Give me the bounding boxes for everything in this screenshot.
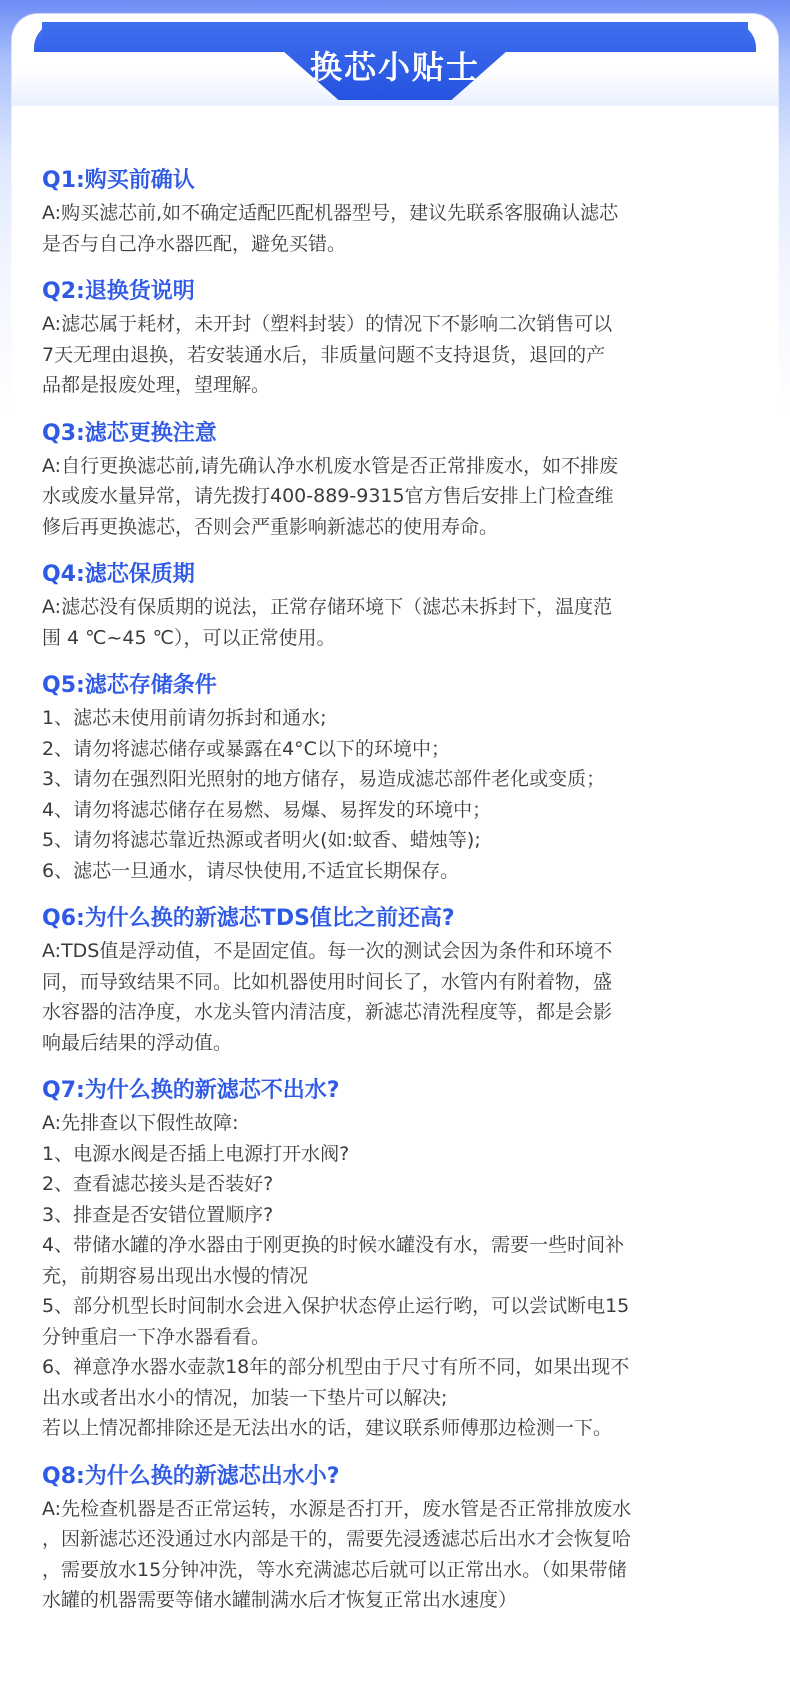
faq-answer [42,198,762,259]
faq-item [42,277,762,401]
answer-line: A:TDS值是浮动值，不是固定值。每一次的测试会因为条件和环境不 [42,940,613,962]
answer-line: A:自行更换滤芯前,请先确认净水机废水管是否正常排废水，如不排废 [42,454,619,477]
answer-line: 1、电源水阀是否插上电源打开水阀? [42,1142,350,1165]
answer-line: 是否与自己净水器匹配，避免买错。 [42,232,347,255]
answer-line: A:滤芯没有保质期的说法，正常存储环境下（滤芯未拆封下，温度范 [42,596,613,618]
answer-line: 6、禅意净水器水壶款18年的部分机型由于尺寸有所不同，如果出现不 [42,1356,630,1378]
faq-item [42,419,762,543]
answer-line: 充，前期容易出现出水慢的情况 [42,1264,309,1287]
answer-line: 5、部分机型长时间制水会进入保护状态停止运行哟，可以尝试断电15 [42,1295,630,1317]
answer-line: A:先检查机器是否正常运转，水源是否打开，废水管是否正常排放废水 [42,1497,632,1520]
answer-line: 出水或者出水小的情况，加装一下垫片可以解决; [42,1386,448,1409]
answer-line: A:购买滤芯前,如不确定适配匹配机器型号，建议先联系客服确认滤芯 [42,202,619,224]
answer-line: 响最后结果的浮动值。 [42,1031,233,1054]
answer-line: ，因新滤芯还没通过水内部是干的，需要先浸透滤芯后出水才会恢复哈 [42,1528,632,1550]
faq-question: Q2:退换货说明 [42,279,195,304]
faq-question: Q7:为什么换的新滤芯不出水? [42,1078,340,1103]
faq-answer [42,703,762,886]
answer-line: 2、请勿将滤芯储存或暴露在4°C以下的环境中； [42,737,450,760]
faq-question: Q4:滤芯保质期 [42,562,195,587]
answer-line: 5、请勿将滤芯靠近热源或者明火(如:蚊香、蜡烛等); [42,829,481,851]
faq-item [42,671,762,886]
faq-answer [42,1108,762,1444]
faq-answer [42,1494,762,1616]
faq-question: Q8:为什么换的新滤芯出水小? [42,1463,340,1489]
page-title: 换芯小贴士 [309,48,480,86]
faq-list [42,166,762,1634]
faq-answer [42,309,762,401]
answer-line: 水容器的洁净度，水龙头管内清洁度，新滤芯清洗程度等，都是会影 [42,1001,613,1023]
answer-line: 3、排查是否安错位置顺序? [42,1203,274,1226]
answer-line: 若以上情况都排除还是无法出水的话，建议联系师傅那边检测一下。 [42,1417,613,1439]
answer-line: 4、请勿将滤芯储存在易燃、易爆、易挥发的环境中； [42,798,492,821]
faq-answer [42,936,762,1058]
faq-item [42,560,762,653]
answer-line: 6、滤芯一旦通水，请尽快使用,不适宜长期保存。 [42,859,460,882]
answer-line: 1、滤芯未使用前请勿拆封和通水; [42,707,327,729]
answer-line: 4、带储水罐的净水器由于刚更换的时候水罐没有水，需要一些时间补 [42,1234,625,1256]
answer-line: 2、查看滤芯接头是否装好? [42,1173,274,1195]
answer-line: 修后再更换滤芯，否则会严重影响新滤芯的使用寿命。 [42,515,499,538]
answer-line: 水罐的机器需要等储水罐制满水后才恢复正常出水速度） [42,1589,518,1611]
answer-line: ，需要放水15分钟冲洗，等水充满滤芯后就可以正常出水。（如果带储 [42,1558,627,1581]
answer-line: 7天无理由退换，若安装通水后，非质量问题不支持退货，退回的产 [42,343,606,366]
answer-line: 分钟重启一下净水器看看。 [42,1325,271,1348]
answer-line: 3、请勿在强烈阳光照射的地方储存，易造成滤芯部件老化或变质； [42,768,606,790]
faq-item [42,1076,762,1444]
faq-answer [42,592,762,653]
faq-answer [42,451,762,543]
answer-line: 同，而导致结果不同。比如机器使用时间长了，水管内有附着物，盛 [42,970,613,993]
faq-item [42,1462,762,1616]
faq-question: Q1:购买前确认 [42,168,195,193]
answer-line: 水或废水量异常，请先拨打400-889-9315官方售后安排上门检查维 [42,485,614,507]
faq-question: Q6:为什么换的新滤芯TDS值比之前还高? [42,906,455,931]
faq-question: Q3:滤芯更换注意 [42,420,217,446]
answer-line: A:先排查以下假性故障: [42,1112,239,1134]
answer-line: 品都是报废处理，望理解。 [42,374,271,396]
faq-item [42,166,762,259]
answer-line: 围 4 ℃~45 ℃），可以正常使用。 [42,626,336,649]
faq-item [42,904,762,1058]
header [12,14,778,106]
answer-line: A:滤芯属于耗材，未开封（塑料封装）的情况下不影响二次销售可以 [42,313,613,335]
faq-question: Q5:滤芯存储条件 [42,673,217,698]
tips-card [12,14,778,1694]
